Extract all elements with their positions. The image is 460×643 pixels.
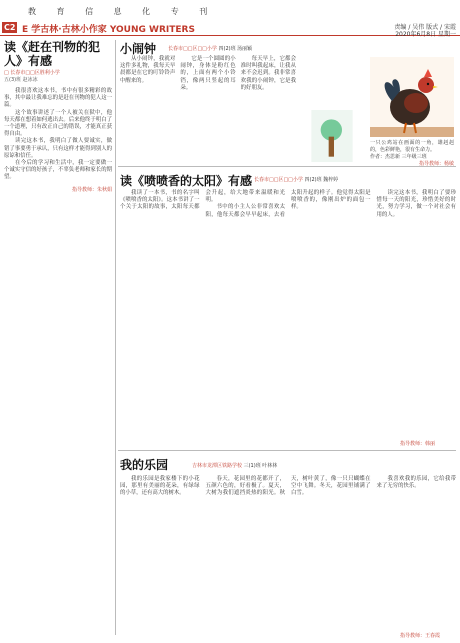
paragraph: 在今后的学习和生活中，我一定要做一个诚实守信的好孩子，不辜负老师和家长的期望。 [4,160,112,181]
issue-date: 2020年6月8日 星期一 [395,31,456,38]
left-article-body [4,88,112,182]
masthead [0,0,460,20]
mid-article-teacher: 指导教师：韩丽 [400,441,436,447]
paragraph: 读完这本书，我明白了要珍惜每一天的阳光，珍惜美好的时光，努力学习，做一个对社会有用的人。 [376,190,456,218]
paragraph: 从小闹钟，我就对这件多礼物，我每天早晨都是在它的叮铃铃声中醒来的。 [120,56,176,84]
rooster-illustration [370,57,454,137]
bottom-article-title: 我的乐园 [120,458,169,472]
caption-text: 一只公鸡站在画面的一角，雄赳赳的，色彩鲜艳，很有生命力。 [370,140,454,153]
editor-credit: 责编 / 吴伟 版式 / 宋霞 [394,24,456,31]
mid-article-body [120,190,456,440]
left-article-author: 五(3)班 赵冰冰 [4,77,38,83]
bottom-article-body [120,476,456,628]
page-number: C2 [4,23,16,32]
left-article [4,70,112,193]
painting-illustration [300,110,364,162]
section-title: E 学古林·古林小作家 YOUNG WRITERS [22,25,195,35]
paragraph: 春天，花园里的花都开了，五颜六色的，好看极了。夏天，大树为我们遮挡炎热的阳光。秋天，树叶黄了，像一只只蝴蝶在空中飞舞。冬天，花园里铺满了白雪。 [205,476,371,497]
page-header [0,22,460,36]
paragraph: 我喜欢我的乐园，它给我带来了无穷的快乐。 [376,476,456,490]
top-center-teacher: 指导教师：杨敏 [418,161,454,167]
column-divider [115,40,116,635]
bottom-article-author: 三(1)班 叶林林 [243,463,278,469]
section-divider [118,450,456,451]
top-center-school: 长春市□□区□□小学 [168,46,217,52]
mid-article-school: 长春市□□区□□小学 [254,177,303,183]
left-article-title: 读《赶在刊物的犯人》有感 [4,40,101,68]
top-center-author: 四(2)班 汤丽颖 [218,46,253,52]
mid-article-title: 读《喷喷香的太阳》有感 [120,174,253,188]
rooster-caption [370,140,454,168]
section-divider [118,166,456,167]
paragraph: 它是一个圆圆的小闹钟，身体是粉红色的，上面有两个小铃铛，像两只竖起的耳朵。 [180,56,236,91]
header-info [394,24,456,38]
paragraph: 我读了一本书，书的名字叫《喷喷香的太阳》。这本书讲了一个关于太阳的故事，太阳每天都会升起，给大地带来温暖和光明。 [120,190,285,211]
paragraph: 我很喜欢这本书，书中有很多精彩的故事，其中最让我难忘的是赶在刊物的犯人这一篇。 [4,88,112,109]
left-article-school: □ 长春市□□区胜利小学 [4,70,60,76]
bottom-article-teacher: 指导教师：王春霞 [400,633,441,639]
masthead-letters: 教 育 信 息 化 专 刊 [28,7,217,16]
mid-article-byline [254,176,338,183]
caption-author: 作者：杰思新 三年级三班 [370,154,427,160]
paragraph: 我的乐园是我家楼下的小花园，那里有美丽的花朵，有绿绿的小草，还有高大的树木。 [120,476,200,497]
paragraph: 读完这本书，我明白了做人要诚实，做错了事要勇于承认，只有这样才能得到别人的原谅和信任。 [4,138,112,159]
paragraph: 书中的小主人公非常喜欢太阳，他每天都会早早起床，去看太阳升起的样子。他觉得太阳是喷喷香的，像刚出炉的面包一样。 [205,190,371,218]
bottom-article-school: 吉林市龙潭区铁路学校 [192,463,243,469]
paragraph: 每天早上，它都会准时叫我起床，让我从来不会迟到。我非常喜欢我的小闹钟，它是我的好朋友。 [240,56,296,91]
left-article-teacher: 指导教师：朱秋娟 [71,186,112,193]
paragraph: 这个故事讲述了一个人被关在狱中，他每天都在想着如何逃出去。后来他终于明白了一个道理，只有改正自己的错误，才能真正获得自由。 [4,109,112,138]
top-center-article-body [120,56,296,161]
top-center-byline [168,45,252,52]
bottom-article-byline [192,462,277,469]
top-center-article-title: 小闹钟 [120,42,157,56]
mid-article-author: 四(2)班 魏梓婷 [304,177,339,183]
